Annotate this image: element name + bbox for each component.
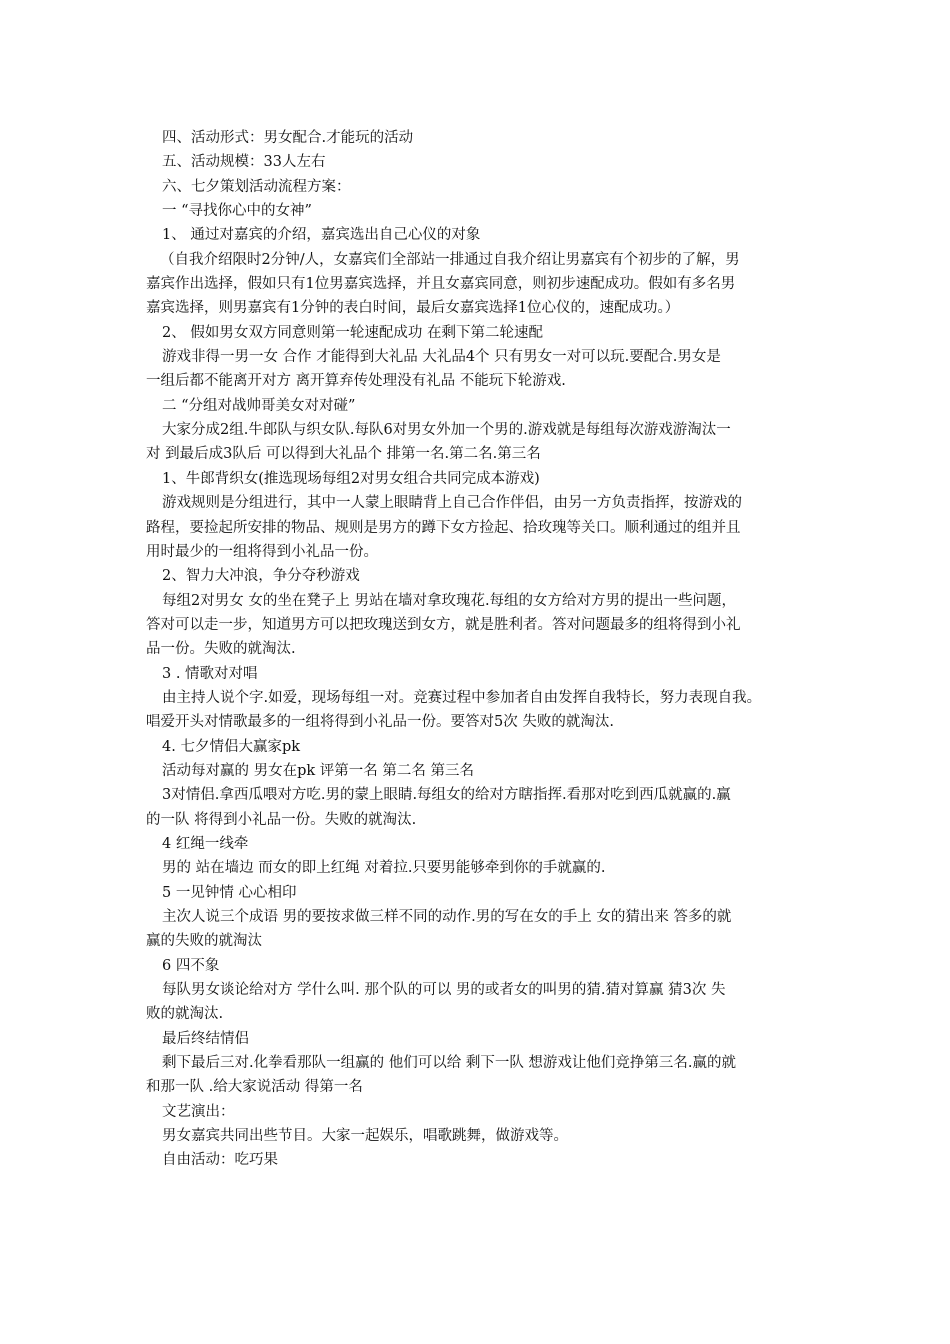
paragraph-line: 用时最少的一组将得到小礼品一份。	[146, 543, 378, 560]
paragraph-line: 男女嘉宾共同出些节目。大家一起娱乐，唱歌跳舞，做游戏等。	[162, 1128, 568, 1145]
paragraph-line: 败的就淘汰.	[146, 1006, 224, 1023]
game-heading: 4 红绳一线牵	[162, 835, 249, 852]
paragraph-line: 游戏规则是分组进行，其中一人蒙上眼睛背上自己合作伴侣，由另一方负责指挥，按游戏的	[162, 495, 742, 512]
paragraph-line: 唱爱开头对情歌最多的一组将得到小礼品一份。要答对5次 失败的就淘汰.	[146, 714, 614, 731]
paragraph-line: 嘉宾选择，则男嘉宾有1分钟的表白时间，最后女嘉宾选择1位心仪的，速配成功。）	[146, 300, 680, 317]
game-heading: 3 . 情歌对对唱	[162, 665, 258, 682]
paragraph-line: 2、 假如男女双方同意则第一轮速配成功 在剩下第二轮速配	[162, 324, 543, 341]
document-body	[146, 126, 826, 1173]
paragraph-line: 品一份。失败的就淘汰.	[146, 641, 296, 658]
paragraph-line: 每组2对男女 女的坐在凳子上 男站在墙对拿玫瑰花.每组的女方给对方男的提出一些问题，	[162, 592, 737, 609]
section-one-heading: 一 “寻找你心中的女神”	[162, 203, 312, 220]
paragraph-line: 对 到最后成3队后 可以得到大礼品个 排第一名.第二名.第三名	[146, 446, 541, 463]
paragraph-line: 大家分成2组.牛郎队与织女队.每队6对男女外加一个男的.游戏就是每组每次游戏游淘汰一	[162, 422, 731, 439]
paragraph-line: 嘉宾作出选择，假如只有1位男嘉宾选择，并且女嘉宾同意，则初步速配成功。假如有多名男	[146, 276, 736, 293]
paragraph-line: 路程，要捡起所安排的物品、规则是男方的蹲下女方捡起、拾玫瑰等关口。顺利通过的组并且	[146, 519, 741, 536]
activity-scale-line: 五、活动规模：33人左右	[162, 154, 326, 171]
final-round-heading: 最后终结情侣	[162, 1030, 249, 1047]
paragraph-line: 答对可以走一步，知道男方可以把玫瑰送到女方，就是胜利者。答对问题最多的组将得到小礼	[146, 616, 741, 633]
paragraph-line: 一组后都不能离开对方 离开算弃传处理没有礼品 不能玩下轮游戏.	[146, 373, 566, 390]
paragraph-line: 男的 站在墙边 而女的即上红绳 对着拉.只要男能够牵到你的手就赢的.	[162, 860, 606, 877]
paragraph-line: 游戏非得一男一女 合作 才能得到大礼品 大礼品4个 只有男女一对可以玩.要配合.男女是	[162, 349, 721, 366]
game-heading: 1、牛郎背织女(推选现场每组2对男女组合共同完成本游戏)	[162, 470, 540, 487]
game-heading: 4. 七夕情侣大赢家pk	[162, 738, 301, 755]
paragraph-line: 的一队 将得到小礼品一份。失败的就淘汰.	[146, 811, 417, 828]
paragraph-line: 主次人说三个成语 男的要按求做三样不同的动作.男的写在女的手上 女的猜出来 答多的就	[162, 909, 732, 925]
paragraph-line: 赢的失败的就淘汰	[146, 933, 262, 950]
activity-format-line: 四、活动形式：男女配合.才能玩的活动	[162, 130, 414, 146]
game-heading: 6 四不象	[162, 957, 220, 974]
activity-process-heading: 六、七夕策划活动流程方案：	[162, 178, 351, 195]
paragraph-line: 和那一队 .给大家说活动 得第一名	[146, 1079, 363, 1096]
section-two-heading: 二 “分组对战帅哥美女对对碰”	[162, 397, 356, 414]
paragraph-line: （自我介绍限时2分钟/人，女嘉宾们全部站一排通过自我介绍让男嘉宾有个初步的了解，男	[160, 251, 740, 268]
game-heading: 2、智力大冲浪，争分夺秒游戏	[162, 568, 360, 585]
paragraph-line: 由主持人说个字.如爱，现场每组一对。竞赛过程中参加者自由发挥自我特长，努力表现自我。	[162, 689, 762, 706]
free-activity-line: 自由活动：吃巧果	[162, 1152, 278, 1169]
paragraph-line: 1、 通过对嘉宾的介绍，嘉宾选出自己心仪的对象	[162, 227, 481, 244]
game-heading: 5 一见钟情 心心相印	[162, 884, 297, 901]
paragraph-line: 3对情侣.拿西瓜喂对方吃.男的蒙上眼睛.每组女的给对方瞎指挥.看那对吃到西瓜就赢的.赢	[162, 787, 731, 804]
paragraph-line: 每队男女谈论给对方 学什么叫. 那个队的可以 男的或者女的叫男的猜.猜对算赢 猜3次 失	[162, 982, 726, 999]
performance-heading: 文艺演出：	[162, 1103, 235, 1120]
paragraph-line: 剩下最后三对.化拳看那队一组赢的 他们可以给 剩下一队 想游戏让他们竞挣第三名.赢的就	[162, 1055, 737, 1072]
paragraph-line: 活动每对赢的 男女在pk 评第一名 第二名 第三名	[162, 762, 475, 779]
